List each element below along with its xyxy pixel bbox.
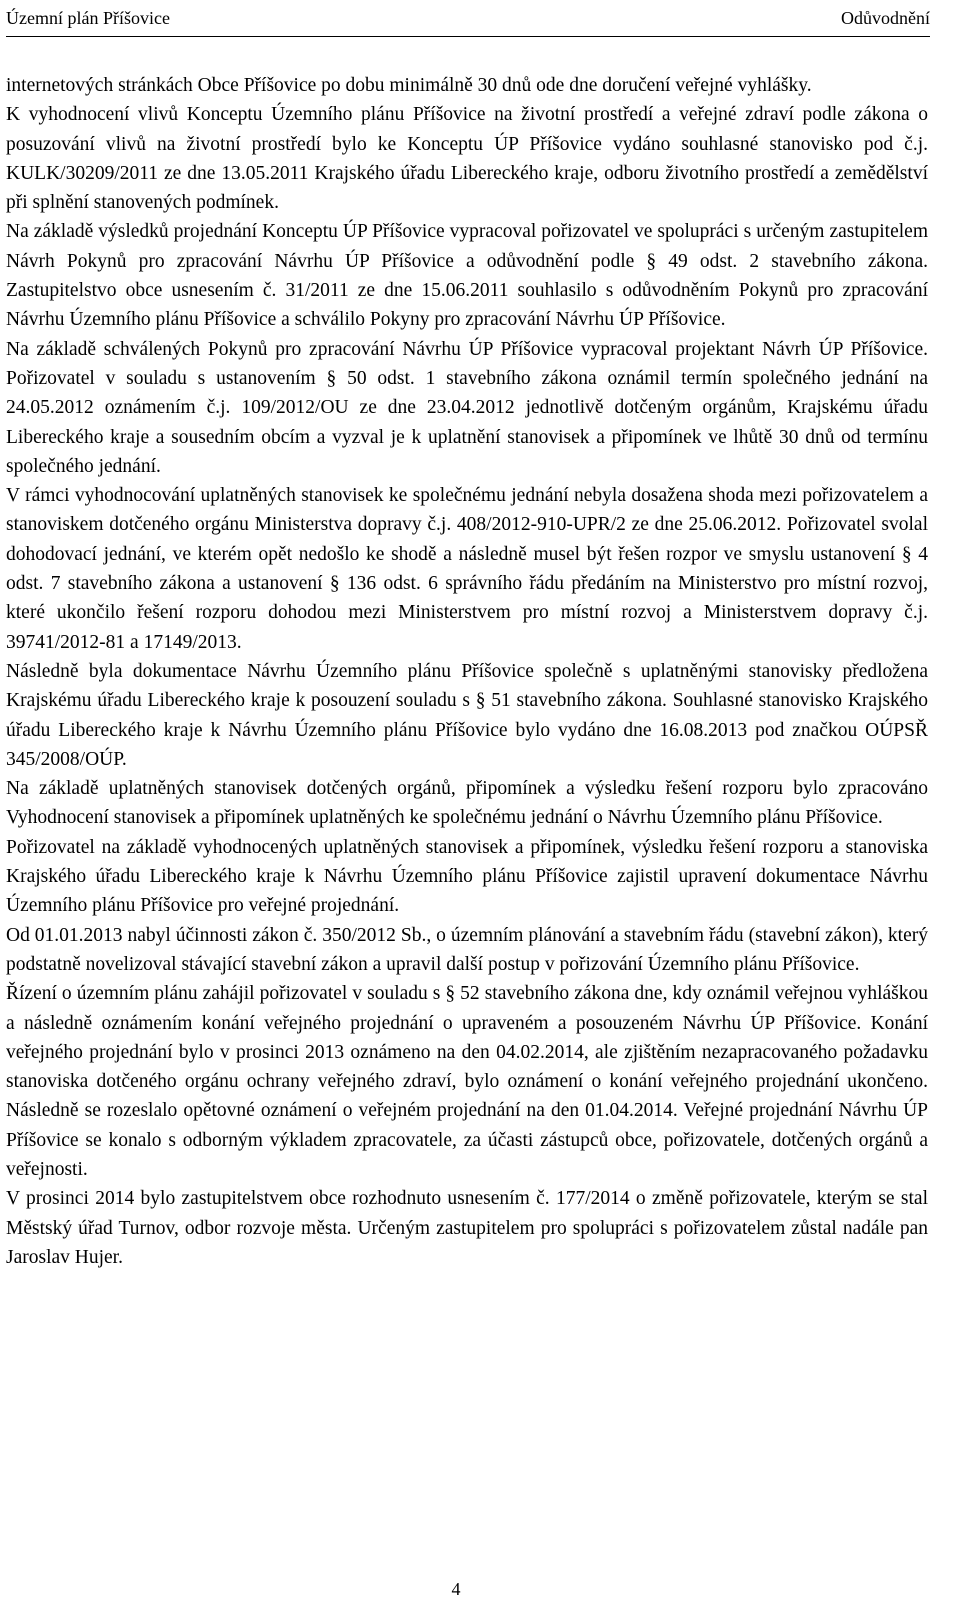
paragraph: V rámci vyhodnocování uplatněných stanovisek ke společnému jednání nebyla dosažena shoda mezi pořizovatelem a stanoviskem dotčeného orgánu Ministerstva dopravy č.j. 408/2012-910-UPR/2 ze dne 25.06.2012. Pořizovatel svolal dohodovací jednání, ve kterém opět nedošlo ke shodě a následně musel být řešen rozpor ve smyslu ustanovení § 4 odst. 7 stavebního zákona a ustanovení § 136 odst. 6 správního řádu předáním na Ministerstvo pro místní rozvoj, které ukončilo řešení rozporu dohodou mezi Ministerstvem pro místní rozvoj a Ministerstvem dopravy č.j. 39741/2012-81 a 17149/2013. [6, 485, 928, 653]
paragraph: Řízení o územním plánu zahájil pořizovatel v souladu s § 52 stavebního zákona dne, kdy oznámil veřejnou vyhláškou a následně oznámením konání veřejného projednání o upraveném a posouzeném Návrhu ÚP Příšovice. Konání veřejného projednání bylo v prosinci 2013 oznámeno na den 04.02.2014, ale zjištěním nezapracovaného požadavku stanoviska dotčeného orgánu ochrany veřejného zdraví, bylo oznámení o konání veřejného projednání ukončeno. Následně se rozeslalo opětovné oznámení o veřejném projednání na den 01.04.2014. Veřejné projednání Návrhu ÚP Příšovice se konalo s odborným výkladem zpracovatele, za účasti zástupců obce, pořizovatele, dotčených orgánů a veřejnosti. [6, 983, 928, 1180]
paragraph: Na základě výsledků projednání Konceptu ÚP Příšovice vypracoval pořizovatel ve spolupráci s určeným zastupitelem Návrh Pokynů pro zpracování Návrhu ÚP Příšovice a odůvodnění podle § 49 odst. 2 stavebního zákona. Zastupitelstvo obce usnesením č. 31/2011 ze dne 15.06.2011 souhlasilo s odůvodněním Pokynů pro zpracování Návrhu Územního plánu Příšovice a schválilo Pokyny pro zpracování Návrhu ÚP Příšovice. [6, 221, 928, 331]
paragraph: V prosinci 2014 bylo zastupitelstvem obce rozhodnuto usnesením č. 177/2014 o změně pořizovatele, kterým se stal Městský úřad Turnov, odbor rozvoje města. Určeným zastupitelem pro spolupráci s pořizovatelem zůstal nadále pan Jaroslav Hujer. [6, 1188, 928, 1268]
paragraph: Na základě schválených Pokynů pro zpracování Návrhu ÚP Příšovice vypracoval projektant Návrh ÚP Příšovice. Pořizovatel v souladu s ustanovením § 50 odst. 1 stavebního zákona oznámil termín společného jednání na 24.05.2012 oznámením č.j. 109/2012/OU ze dne 23.04.2012 jednotlivě dotčeným orgánům, Krajskému úřadu Libereckého kraje a sousedním obcím a vyzval je k uplatnění stanovisek a připomínek ve lhůtě 30 dnů od termínu společného jednání. [6, 338, 928, 477]
paragraph: Na základě uplatněných stanovisek dotčených orgánů, připomínek a výsledku řešení rozporu bylo zpracováno Vyhodnocení stanovisek a připomínek uplatněných ke společnému jednání o Návrhu Územního plánu Příšovice. [6, 778, 928, 829]
paragraph: internetových stránkách Obce Příšovice po dobu minimálně 30 dnů ode dne doručení veřejné vyhlášky. [6, 75, 812, 96]
paragraph: Pořizovatel na základě vyhodnocených uplatněných stanovisek a připomínek, výsledku řešení rozporu a stanoviska Krajského úřadu Libereckého kraje k Návrhu Územního plánu Příšovice zajistil upravení dokumentace Návrhu Územního plánu Příšovice pro veřejné projednání. [6, 836, 928, 917]
section-title: Odůvodnění [841, 8, 930, 28]
paragraph: K vyhodnocení vlivů Konceptu Územního plánu Příšovice na životní prostředí a veřejné zdraví podle zákona o posuzování vlivů na životní prostředí bylo ke Konceptu ÚP Příšovice vydáno souhlasné stanovisko pod č.j. KULK/30209/2011 ze dne 13.05.2011 Krajského úřadu Libereckého kraje, odboru životního prostředí a zemědělství při splnění stanovených podmínek. [6, 104, 928, 214]
page-number: 4 [451, 1579, 461, 1599]
paragraph: Následně byla dokumentace Návrhu Územního plánu Příšovice společně s uplatněnými stanovisky předložena Krajskému úřadu Libereckého kraje k posouzení souladu s § 51 stavebního zákona. Souhlasné stanovisko Krajského úřadu Libereckého kraje k Návrhu Územního plánu Příšovice bylo vydáno dne 16.08.2013 pod značkou OÚPSŘ 345/2008/OÚP. [6, 660, 928, 770]
document-title: Územní plán Příšovice [6, 8, 170, 28]
paragraph: Od 01.01.2013 nabyl účinnosti zákon č. 350/2012 Sb., o územním plánování a stavebním řádu (stavební zákon), který podstatně novelizoval stávající stavební zákon a upravil další postup v pořizování Územního plánu Příšovice. [6, 924, 928, 975]
body-text [6, 71, 928, 1272]
page-header [6, 4, 930, 37]
